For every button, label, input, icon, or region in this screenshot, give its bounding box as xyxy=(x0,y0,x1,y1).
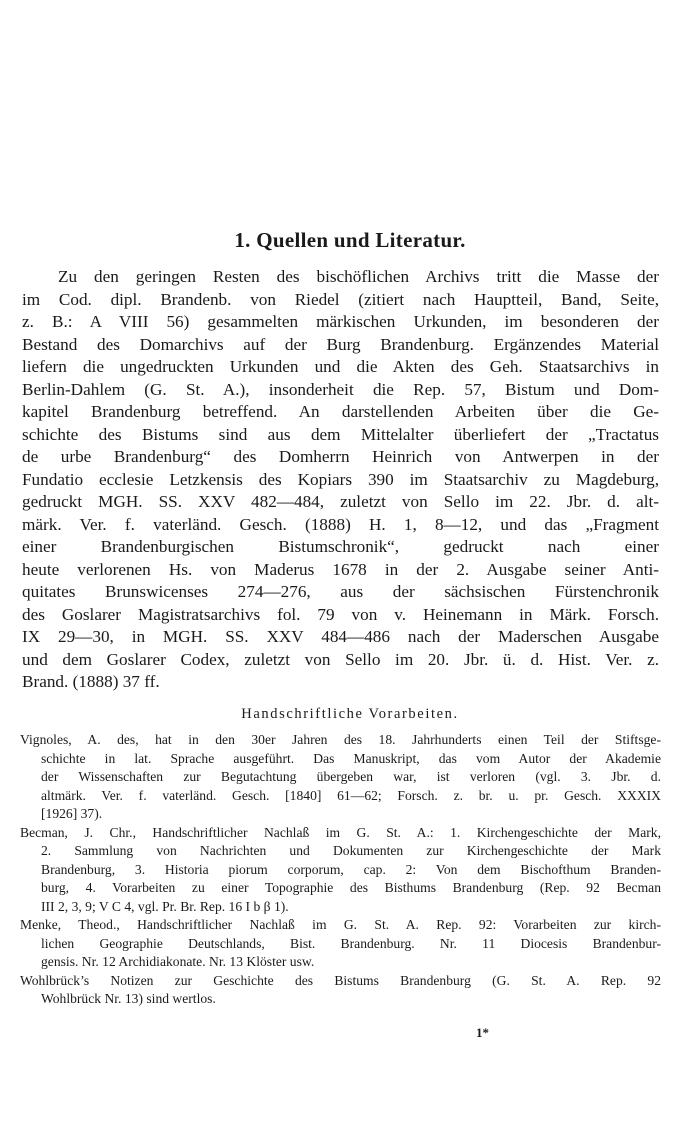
body-line: des Goslarer Magistratsarchivs fol. 79 von v. Heinemann in Märk. Forsch. xyxy=(22,604,659,624)
body-line: Berlin-Dahlem (G. St. A.), insonderheit die Rep. 57, Bistum und Dom- xyxy=(22,379,659,399)
chapter-heading: 1. Quellen und Literatur. xyxy=(234,228,466,252)
body-line: Fundatio ecclesie Letzkensis des Kopiars 390 im Staatsarchiv zu Magdeburg, xyxy=(22,469,659,489)
body-line: de urbe Brandenburg“ des Domherrn Heinrich von Antwerpen in der xyxy=(22,447,659,466)
body-line: Brand. (1888) 37 ff. xyxy=(22,672,160,691)
page-number: 1* xyxy=(476,1025,489,1040)
body-line: schichte des Bistums sind aus dem Mittelalter überliefert der „Tractatus xyxy=(22,424,659,444)
body-line: heute verlorenen Hs. von Maderus 1678 in der 2. Ausgabe seiner Anti- xyxy=(22,559,659,579)
body-line: z. B.: A VIII 56) gesammelten märkischen Urkunden, im besonderen der xyxy=(22,312,659,331)
body-line: IX 29—30, in MGH. SS. XXV 484—486 nach der Maderschen Ausgabe xyxy=(22,627,659,646)
body-line: kapitel Brandenburg betreffend. An darstellenden Arbeiten über die Ge- xyxy=(22,402,659,421)
note-line: burg, 4. Vorarbeiten zu einer Topographie des Bisthums Brandenburg (Rep. 92 Becman xyxy=(41,880,661,895)
body-line: märk. Ver. f. vaterländ. Gesch. (1888) H. 1, 8—12, und das „Fragment xyxy=(22,514,659,534)
manuscript-notes xyxy=(20,731,661,1009)
note-line: [1926] 37). xyxy=(41,806,103,821)
body-paragraph xyxy=(22,266,659,694)
note-line: Becman, J. Chr., Handschriftlicher Nachlaß im G. St. A.: 1. Kirchengeschichte der Mark, xyxy=(20,824,661,840)
note-line: 2. Sammlung von Nachrichten und Dokumenten zur Kirchengeschichte der Mark xyxy=(41,843,661,858)
note-line: schichte in lat. Sprache ausgeführt. Das Manuskript, das vom Autor der Akademie xyxy=(41,750,661,766)
note-line: der Wissenschaften zur Begutachtung übergeben war, ist verloren (vgl. 3. Jbr. d. xyxy=(41,769,661,784)
body-line: im Cod. dipl. Brandenb. von Riedel (zitiert nach Hauptteil, Band, Seite, xyxy=(22,289,659,309)
body-line: einer Brandenburgischen Bistumschronik“, gedruckt nach einer xyxy=(22,537,659,556)
section-title: Handschriftliche Vorarbeiten. xyxy=(241,706,459,722)
note-line: Brandenburg, 3. Historia piorum corporum, cap. 2: Von dem Bischofthum Branden- xyxy=(41,861,661,877)
body-line: und dem Goslarer Codex, zuletzt von Sello im 20. Jbr. ü. d. Hist. Ver. z. xyxy=(22,649,659,669)
note-line: gensis. Nr. 12 Archidiakonate. Nr. 13 Klöster usw. xyxy=(41,954,315,969)
note-line: Wohlbrück Nr. 13) sind wertlos. xyxy=(41,991,216,1006)
body-line: gedruckt MGH. SS. XXV 482—484, zuletzt von Sello im 22. Jbr. d. alt- xyxy=(22,492,659,511)
body-line: Bestand des Domarchivs auf der Burg Brandenburg. Ergänzendes Material xyxy=(22,334,659,354)
note-line: altmärk. Ver. f. vaterländ. Gesch. [1840] 61—62; Forsch. z. br. u. pr. Gesch. XXXIX xyxy=(41,787,661,803)
note-line: III 2, 3, 9; V C 4, vgl. Pr. Br. Rep. 16 I b β 1). xyxy=(41,898,289,914)
body-line: liefern die ungedruckten Urkunden und die Akten des Geh. Staatsarchivs in xyxy=(22,357,659,376)
note-line: Vignoles, A. des, hat in den 30er Jahren des 18. Jahrhunderts einen Teil der Stiftsge- xyxy=(20,732,661,747)
note-line: Menke, Theod., Handschriftlicher Nachlaß im G. St. A. Rep. 92: Vorarbeiten zur kirch- xyxy=(20,917,661,932)
body-line: Zu den geringen Resten des bischöflichen Archivs tritt die Masse der xyxy=(58,267,659,286)
note-line: Wohlbrück’s Notizen zur Geschichte des Bistums Brandenburg (G. St. A. Rep. 92 xyxy=(20,972,661,988)
note-line: lichen Geographie Deutschlands, Bist. Brandenburg. Nr. 11 Diocesis Brandenbur- xyxy=(41,935,661,951)
body-line: quitates Brunswicenses 274—276, aus der sächsischen Fürstenchronik xyxy=(22,582,659,601)
